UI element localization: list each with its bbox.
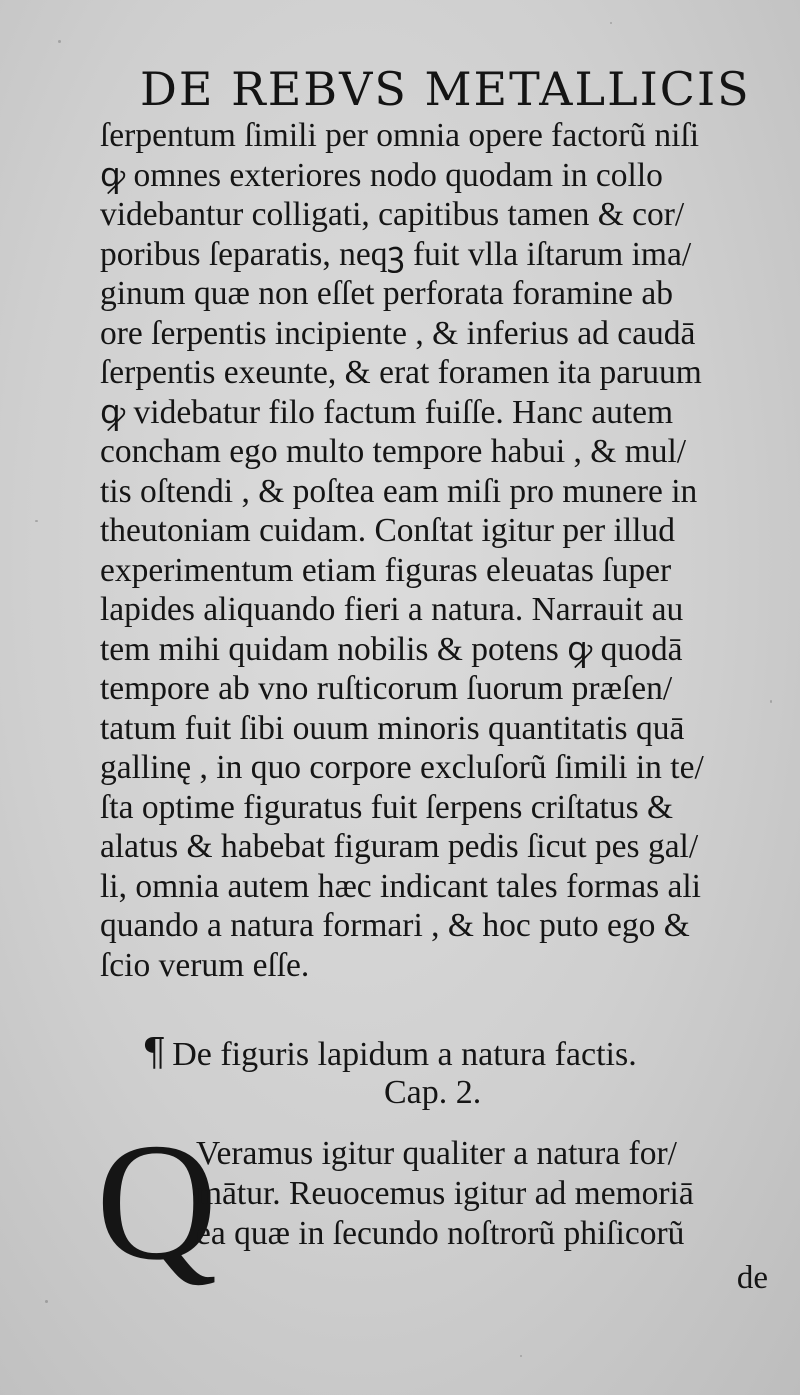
text-line: experimentum etiam figuras eleuatas ſuper — [100, 551, 672, 589]
text-line: quando a natura formari , & hoc puto ego & — [100, 907, 690, 944]
text-line: ſerpentis exeunte, & erat foramen ita paruum — [100, 354, 702, 391]
chapter-opening-text — [196, 1134, 771, 1254]
text-line: tem mihi quidam nobilis & potens ꝙ quodā — [100, 630, 683, 668]
text-line: ſerpentum ſimili per omnia opere factorũ niſi — [100, 117, 700, 154]
catchword: de — [736, 1260, 768, 1296]
text-line: ꝙ omnes exteriores nodo quodam in collo — [100, 156, 663, 194]
text-line: alatus & habebat figuram pedis ſicut pes gal/ — [100, 828, 699, 865]
text-line: tempore ab vno ruſticorum ſuorum præſen/ — [100, 670, 673, 707]
paper-speck — [58, 40, 61, 43]
text-line: gallinę , in quo corpore excluſorũ ſimili in te/ — [100, 749, 704, 786]
text-line: tis oſtendi , & poſtea eam miſi pro munere in — [100, 472, 698, 510]
text-line: lapides aliquando fieri a natura. Narrauit au — [100, 591, 684, 628]
text-line: videbantur colligati, capitibus tamen & cor/ — [100, 196, 685, 233]
paper-speck — [610, 22, 612, 24]
paper-speck — [35, 520, 38, 522]
text-line: li, omnia autem hæc indicant tales formas ali — [100, 867, 701, 905]
pilcrow-mark: ¶ — [142, 1030, 167, 1074]
chapter-number: Cap. 2. — [384, 1074, 482, 1111]
text-line: ea quæ in ſecundo noſtrorũ phiſicorũ — [196, 1215, 685, 1252]
body-text — [100, 116, 770, 985]
text-line: ſcio verum eſſe. — [100, 946, 310, 984]
text-line: ſta optime figuratus fuit ſerpens criſtatus & — [100, 788, 674, 826]
text-line: tatum fuit ſibi ouum minoris quantitatis quā — [100, 709, 685, 747]
text-line: mātur. Reuocemus igitur ad memoriā — [196, 1175, 694, 1212]
text-line: Veramus igitur qualiter a natura for/ — [196, 1135, 677, 1172]
drop-cap-initial: Q — [96, 1109, 218, 1295]
chapter-title: De figuris lapidum a natura factis. — [172, 1036, 637, 1073]
paper-speck — [45, 1300, 48, 1303]
text-line: theutoniam cuidam. Conſtat igitur per illud — [100, 512, 675, 549]
chapter-heading — [142, 1030, 742, 1074]
paper-speck — [520, 1355, 522, 1357]
text-line: ꝙ videbatur filo factum fuiſſe. Hanc autem — [100, 393, 674, 431]
paper-speck — [770, 700, 772, 703]
text-line: ore ſerpentis incipiente , & inferius ad caudā — [100, 314, 696, 352]
text-line: concham ego multo tempore habui , & mul/ — [100, 433, 687, 470]
text-line: poribus ſeparatis, neqꝫ fuit vlla iſtarum ima/ — [100, 235, 692, 273]
text-line: ginum quæ non eſſet perforata foramine ab — [100, 275, 674, 312]
running-header: DE REBVS METALLICIS — [140, 62, 751, 116]
